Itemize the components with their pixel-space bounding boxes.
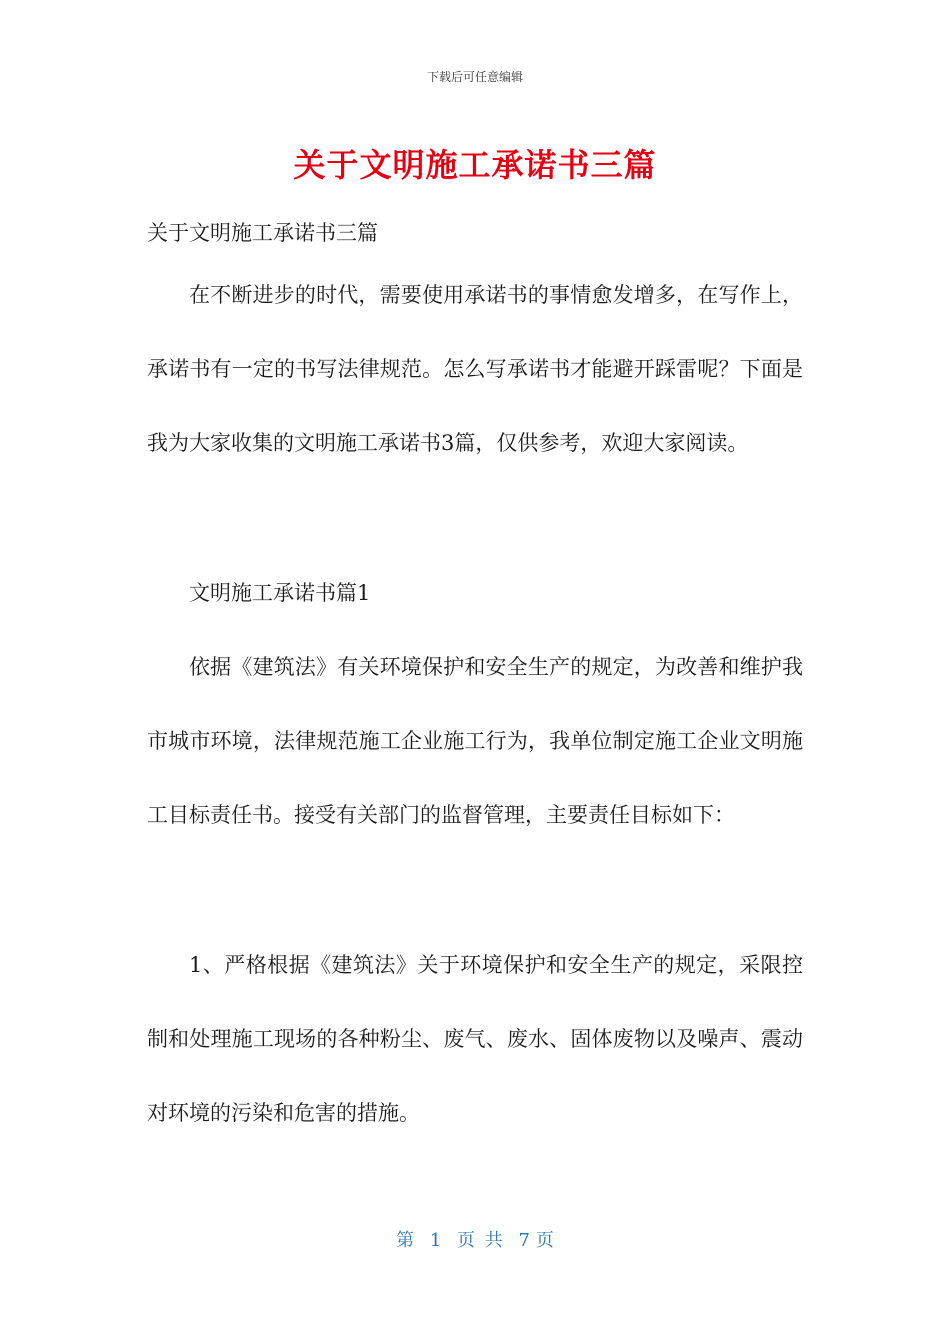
footer-middle: 页 共 (457, 1230, 503, 1251)
footer-suffix: 页 (535, 1230, 554, 1251)
header-note: 下载后可任意编辑 (426, 70, 523, 84)
footer-prefix: 第 (396, 1230, 415, 1251)
paragraph-body: 依据《建筑法》有关环境保护和安全生产的规定，为改善和维护我市城市环境，法律规范施工企业施工行为，我单位制定施工企业文明施工目标责任书。接受有关部门的监督管理，主要责任目标如下： (147, 655, 803, 827)
paragraph-item-1: 1、严格根据《建筑法》关于环境保护和安全生产的规定，采限控制和处理施工现场的各种粉尘、废气、废水、固体废物以及噪声、震动对环境的污染和危害的措施。 (147, 953, 803, 1125)
paragraph-section-heading: 文明施工承诺书篇1 (189, 581, 371, 605)
page-footer (0, 1226, 950, 1252)
footer-current-page: 1 (429, 1230, 442, 1251)
paragraph-intro: 在不断进步的时代，需要使用承诺书的事情愈发增多，在写作上，承诺书有一定的书写法律规范。怎么写承诺书才能避开踩雷呢？下面是我为大家收集的文明施工承诺书3篇，仅供参考，欢迎大家阅读。 (147, 283, 803, 455)
footer-total-pages: 7 (518, 1230, 530, 1251)
paragraph-subtitle: 关于文明施工承诺书三篇 (147, 221, 378, 245)
document-title: 关于文明施工承诺书三篇 (293, 146, 657, 184)
